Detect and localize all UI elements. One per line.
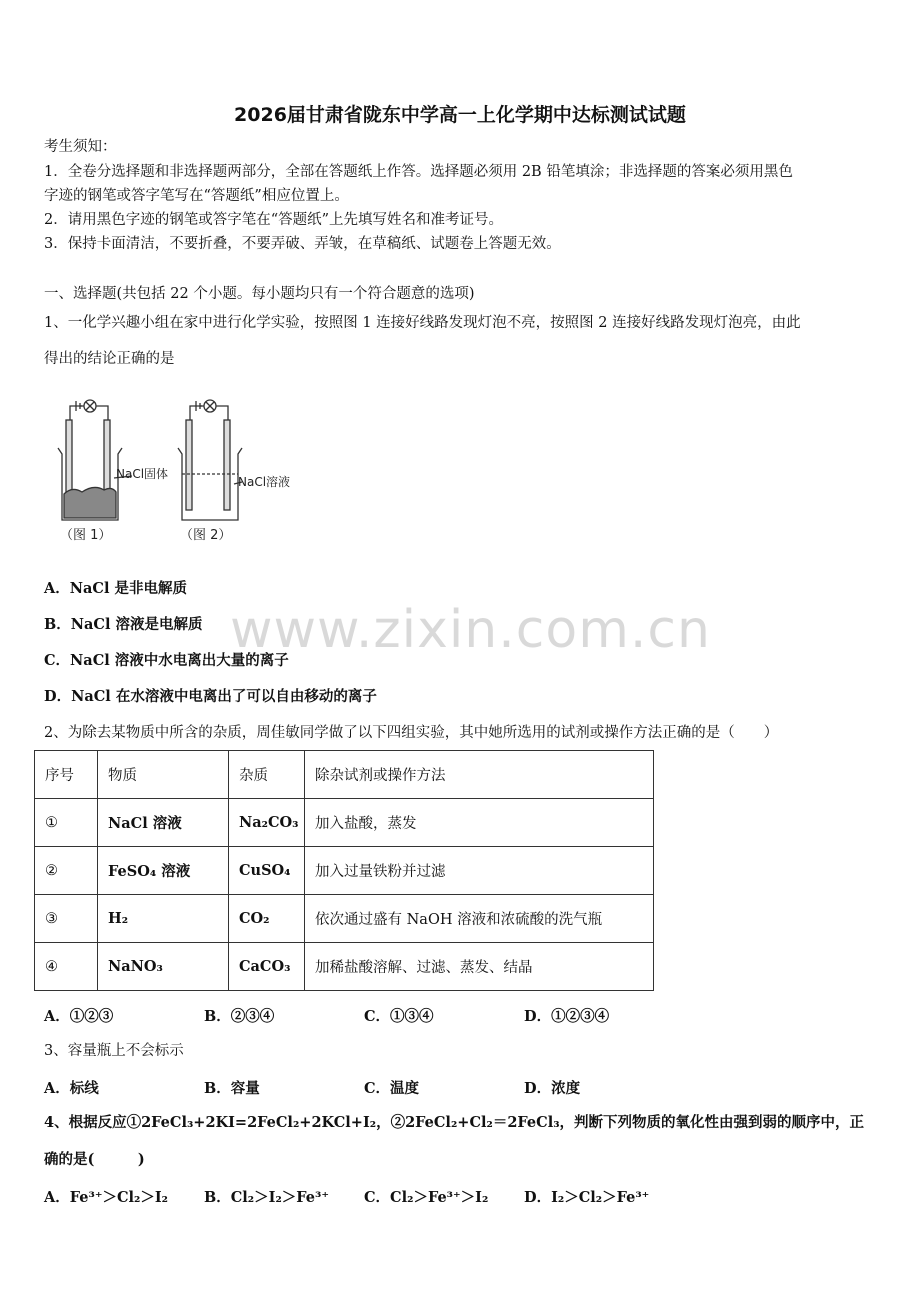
q4-stem-line-1: 4、根据反应①2FeCl₃+2KI=2FeCl₂+2KCl+I₂，②2FeCl₂+Cl₂＝2FeCl₃，判断下列物质的氧化性由强到弱的顺序中，正	[44, 1114, 865, 1131]
table-cell: 加稀盐酸溶解、过滤、蒸发、结晶	[305, 943, 654, 991]
section-heading: 一、选择题(共包括 22 个小题。每小题均只有一个符合题意的选项)	[44, 286, 475, 302]
table-row	[35, 847, 654, 895]
q1-option-c[interactable]: C．NaCl 溶液中水电离出大量的离子	[44, 652, 289, 669]
table-row	[35, 799, 654, 847]
q3-option-c[interactable]: C．温度	[364, 1080, 420, 1097]
q4-option-c[interactable]: C．Cl₂＞Fe³⁺＞I₂	[364, 1189, 489, 1206]
q1-option-a[interactable]: A．NaCl 是非电解质	[44, 580, 187, 597]
header-cell: 除杂试剂或操作方法	[305, 751, 654, 799]
q3-option-b[interactable]: B．容量	[204, 1080, 260, 1097]
q2-option-c[interactable]: C．①③④	[364, 1008, 434, 1025]
figure-1-apparatus	[58, 400, 132, 520]
figure-2-caption: （图 2）	[180, 528, 232, 543]
page-title: 2026届甘肃省陇东中学高一上化学期中达标测试试题	[234, 104, 686, 126]
q1-figure	[52, 394, 312, 546]
table-cell: NaCl 溶液	[98, 799, 229, 847]
q4-option-a[interactable]: A．Fe³⁺＞Cl₂＞I₂	[44, 1189, 169, 1206]
table-cell: CO₂	[229, 895, 305, 943]
q4-stem-line-2: 确的是( )	[44, 1151, 145, 1168]
header-cell: 序号	[35, 751, 98, 799]
table-cell: 依次通过盛有 NaOH 溶液和浓硫酸的洗气瓶	[305, 895, 654, 943]
notice-item-2: 2．请用黑色字迹的钢笔或答字笔在“答题纸”上先填写姓名和准考证号。	[44, 212, 504, 228]
table-cell: Na₂CO₃	[229, 799, 305, 847]
table-row	[35, 895, 654, 943]
header-cell: 杂质	[229, 751, 305, 799]
watermark: www.zixin.com.cn	[230, 600, 711, 660]
table-cell: CuSO₄	[229, 847, 305, 895]
table-cell: ④	[35, 943, 98, 991]
q1-stem-line-1: 1、一化学兴趣小组在家中进行化学实验，按照图 1 连接好线路发现灯泡不亮，按照图 2 连接好线路发现灯泡亮，由此	[44, 315, 801, 331]
q2-option-d[interactable]: D．①②③④	[524, 1008, 610, 1025]
figure-1-caption: （图 1）	[60, 528, 112, 543]
q1-option-d[interactable]: D．NaCl 在水溶液中电离出了可以自由移动的离子	[44, 688, 377, 705]
table-cell: ③	[35, 895, 98, 943]
table-cell: CaCO₃	[229, 943, 305, 991]
figure-2-apparatus	[178, 400, 242, 520]
table-header-row	[35, 751, 654, 799]
header-cell: 物质	[98, 751, 229, 799]
table-cell: ①	[35, 799, 98, 847]
q2-stem: 2、为除去某物质中所含的杂质，周佳敏同学做了以下四组实验，其中她所选用的试剂或操作方法正确的是（ ）	[44, 725, 779, 741]
q4-option-d[interactable]: D．I₂＞Cl₂＞Fe³⁺	[524, 1189, 650, 1206]
notice-item-1-line-2: 字迹的钢笔或答字笔写在“答题纸”相应位置上。	[44, 188, 349, 204]
notice-item-3: 3．保持卡面清洁，不要折叠，不要弄破、弄皱，在草稿纸、试题卷上答题无效。	[44, 236, 561, 252]
q2-table	[34, 750, 654, 991]
q1-option-b[interactable]: B．NaCl 溶液是电解质	[44, 616, 203, 633]
figure-2-label: NaCl溶液	[238, 475, 291, 489]
table-cell: 加入盐酸，蒸发	[305, 799, 654, 847]
table-cell: NaNO₃	[98, 943, 229, 991]
q4-option-b[interactable]: B．Cl₂＞I₂＞Fe³⁺	[204, 1189, 330, 1206]
table-cell: H₂	[98, 895, 229, 943]
q3-stem: 3、容量瓶上不会标示	[44, 1043, 184, 1059]
q3-option-d[interactable]: D．浓度	[524, 1080, 581, 1097]
q2-option-a[interactable]: A．①②③	[44, 1008, 114, 1025]
table-cell: ②	[35, 847, 98, 895]
notice-item-1-line-1: 1．全卷分选择题和非选择题两部分，全部在答题纸上作答。选择题必须用 2B 铅笔填涂；非选择题的答案必须用黑色	[44, 164, 793, 180]
table-cell: 加入过量铁粉并过滤	[305, 847, 654, 895]
notice-header: 考生须知：	[44, 139, 117, 155]
q2-option-b[interactable]: B．②③④	[204, 1008, 275, 1025]
table-row	[35, 943, 654, 991]
table-cell: FeSO₄ 溶液	[98, 847, 229, 895]
q3-option-a[interactable]: A．标线	[44, 1080, 99, 1097]
figure-1-label: NaCl固体	[116, 467, 169, 481]
q1-stem-line-2: 得出的结论正确的是	[44, 351, 175, 367]
